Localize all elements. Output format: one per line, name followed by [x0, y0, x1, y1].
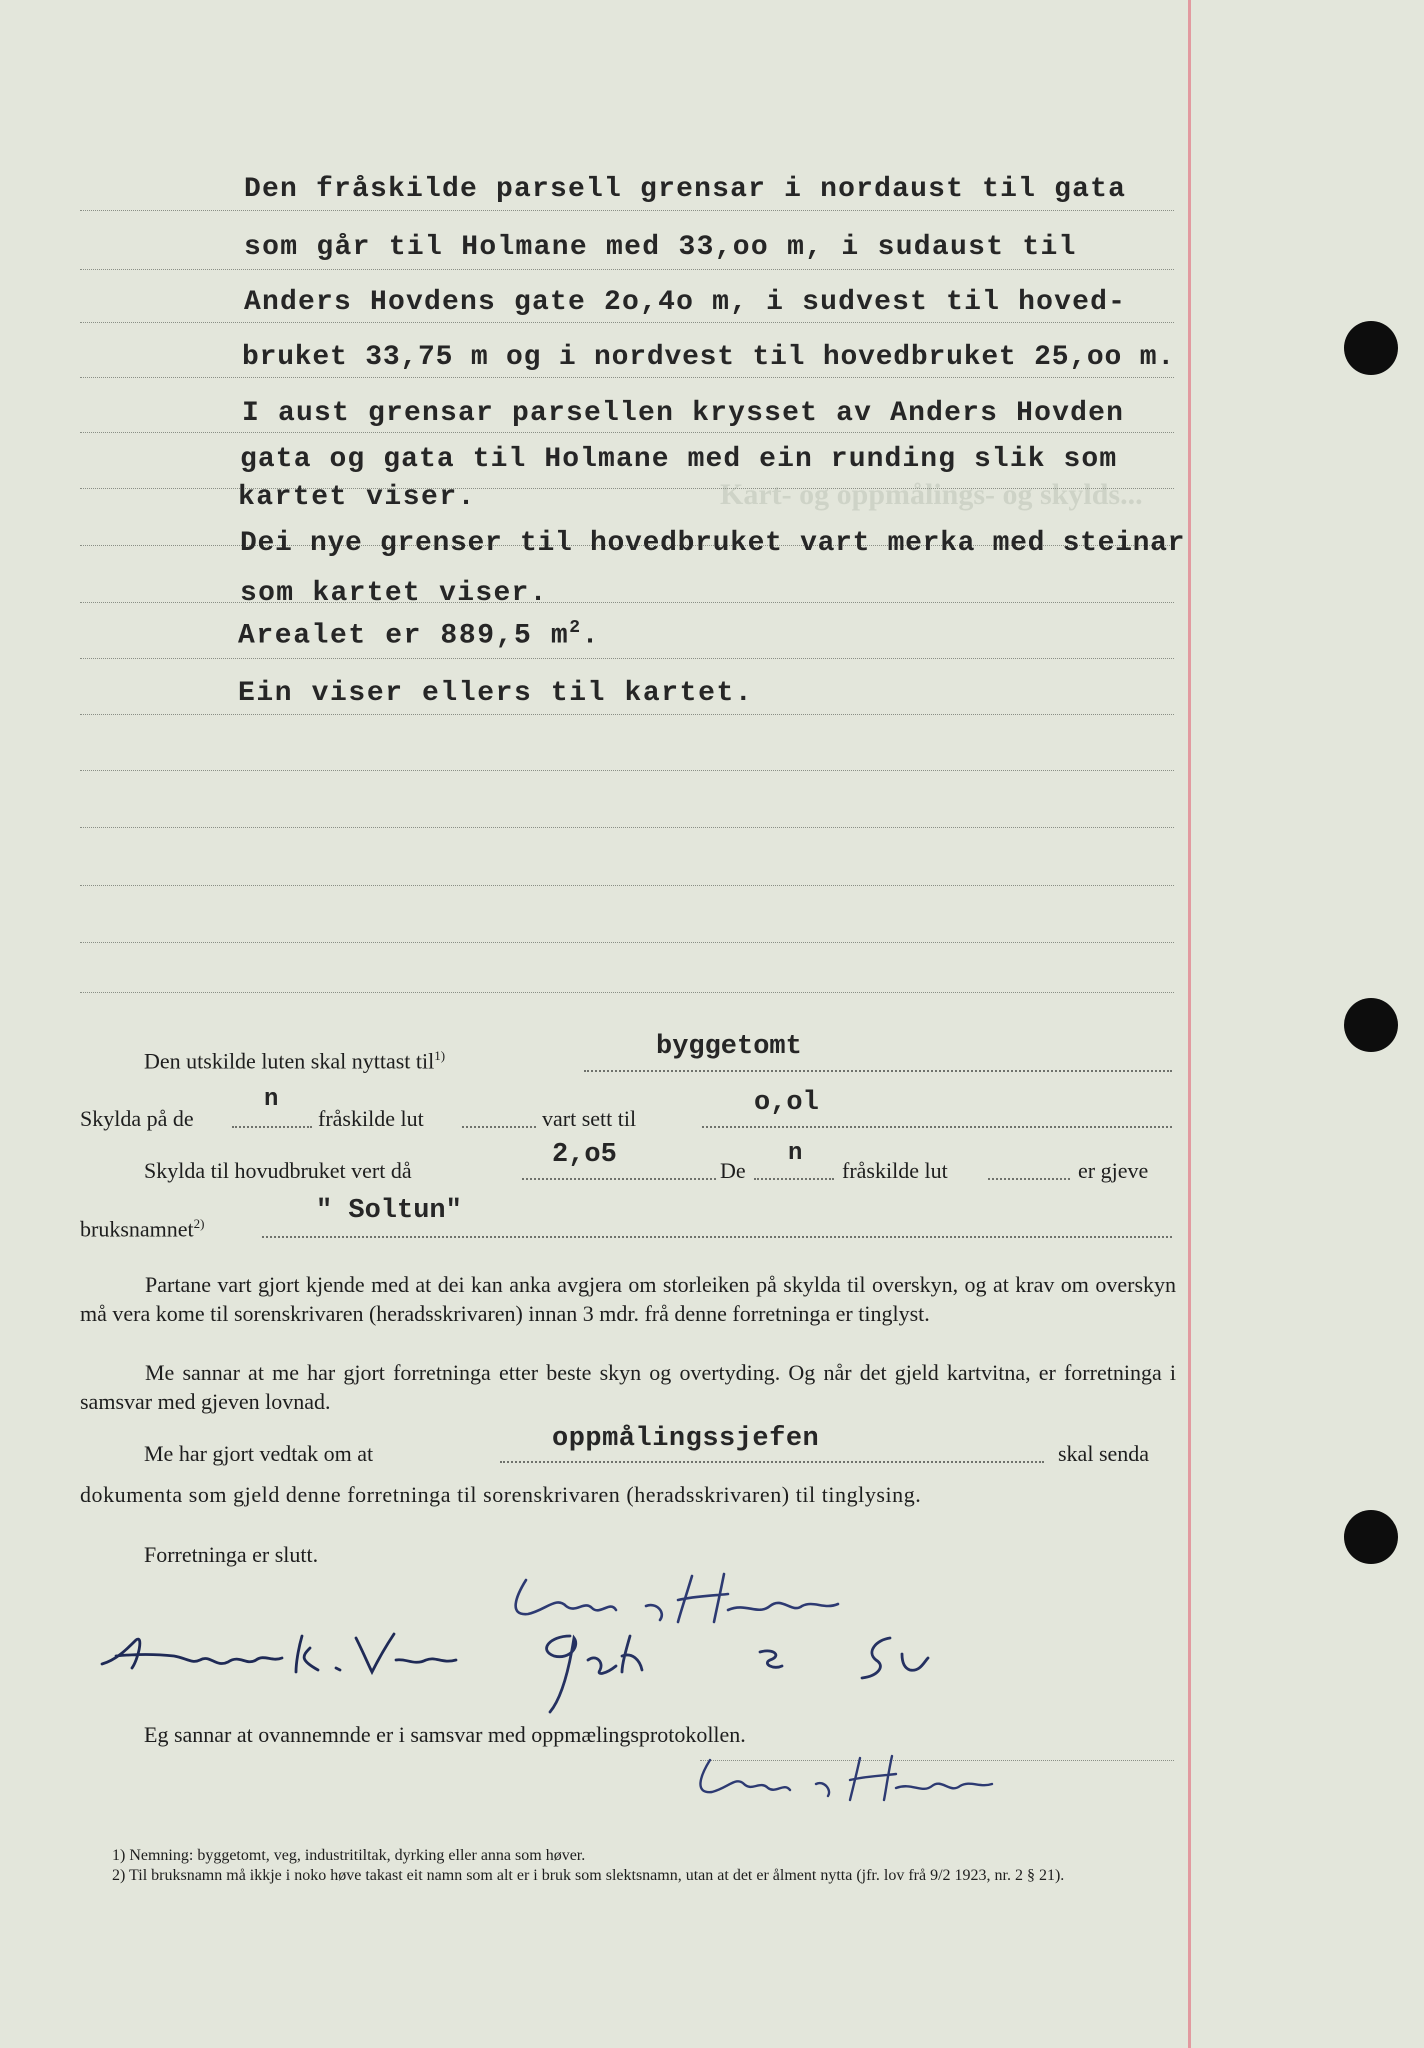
- skyld-n: n: [264, 1086, 279, 1113]
- decision-label-2: skal senda: [1058, 1441, 1150, 1466]
- ruled-line: [80, 942, 1174, 943]
- ruled-line: [80, 714, 1174, 715]
- signature-scribble: [96, 1620, 476, 1690]
- signature-scribble: [682, 1750, 1002, 1810]
- hovud-label-4: er gjeve: [1078, 1158, 1149, 1183]
- decision-line-2: dokumenta som gjeld denne forretninga til sorenskrivaren (heradsskrivaren) til tinglysing.: [80, 1482, 922, 1507]
- skyld-label-2: fråskilde lut: [318, 1106, 424, 1131]
- area-line: [238, 618, 600, 651]
- use-label: [144, 1048, 445, 1074]
- footnote-ref-2: 2): [193, 1216, 205, 1231]
- bruksnamn-value: " Soltun": [316, 1196, 462, 1226]
- skyld-dotted-line-2: [462, 1126, 536, 1128]
- hovud-dotted-line-1: [522, 1178, 716, 1180]
- signature-sigurd-hovden-certify: [682, 1750, 1002, 1815]
- ruled-line: [80, 827, 1174, 828]
- use-value: byggetomt: [656, 1032, 802, 1062]
- ruled-line: [80, 377, 1174, 378]
- typed-line: kartet viser.: [238, 482, 476, 513]
- footnote-2: 2) Til bruksnamn må ikkje i noko høve takast eit namn som alt er i bruk som slektsnamn, utan at det er ålment nytta (jfr. lov frå 9/2 1923, nr. 2 § 21).: [112, 1867, 1065, 1884]
- hovud-dotted-line-2: [754, 1178, 834, 1180]
- hovud-label-1: Skylda til hovudbruket vert då: [144, 1158, 412, 1183]
- area-label: Arealet er 889,5 m: [238, 620, 570, 652]
- typed-line: I aust grensar parsellen krysset av Anders Hovden: [242, 398, 1125, 429]
- ruled-line: [80, 269, 1174, 270]
- use-label-text: Den utskilde luten skal nyttast til: [144, 1048, 435, 1074]
- skyld-value: o,ol: [754, 1088, 819, 1118]
- area-superscript: 2: [569, 618, 582, 638]
- use-dotted-line: [584, 1070, 1172, 1072]
- ruled-line: [80, 992, 1174, 993]
- typed-line: Dei nye grenser til hovedbruket vart merka med steinar: [240, 528, 1186, 559]
- decision-label-1: Me har gjort vedtak om at: [144, 1441, 374, 1466]
- punch-hole-top: [1344, 321, 1398, 375]
- appeal-paragraph: Partane vart gjort kjende med at dei kan anka avgjera om storleiken på skylda til overskyn, og at krav om overskyn må vera kome til sorenskrivaren (heradsskrivaren) innan 3 mdr. frå denne forretninga er tinglyst.: [80, 1272, 1176, 1326]
- ruled-line: [80, 885, 1174, 886]
- skyld-label-3: vart sett til: [542, 1106, 637, 1131]
- signature-johs-sie: [530, 1616, 950, 1721]
- certify-text: Eg sannar at ovannemnde er i samsvar med oppmælingsprotokollen.: [144, 1722, 746, 1747]
- bruksnamn-label: [80, 1216, 205, 1242]
- decision-value: oppmålingssjefen: [552, 1424, 820, 1454]
- ruled-line: [80, 770, 1174, 771]
- footnote-ref-1: 1): [434, 1048, 446, 1063]
- typed-line: som kartet viser.: [240, 578, 548, 609]
- closing-text: Forretninga er slutt.: [144, 1542, 319, 1567]
- signature-scribble: [530, 1616, 950, 1716]
- hovud-label-2: De: [720, 1158, 746, 1183]
- typed-line: som går til Holmane med 33,oo m, i sudaust til: [244, 232, 1077, 263]
- skyld-dotted-line-1: [232, 1126, 312, 1128]
- bleed-through-text: Kart- og oppmålings- og skylds...: [720, 478, 1143, 511]
- ruled-line: [80, 658, 1174, 659]
- punch-hole-middle: [1344, 998, 1398, 1052]
- area-end: .: [581, 620, 601, 652]
- typed-line: bruket 33,75 m og i nordvest til hovedbruket 25,oo m.: [242, 342, 1175, 373]
- typed-line: Anders Hovdens gate 2o,4o m, i sudvest til hoved-: [244, 287, 1127, 318]
- punch-hole-bottom: [1344, 1510, 1398, 1564]
- decision-dotted-line: [500, 1461, 1044, 1463]
- bruksnamn-dotted-line: [262, 1236, 1172, 1238]
- typed-line: Ein viser ellers til kartet.: [238, 678, 754, 709]
- ruled-line: [80, 432, 1174, 433]
- footnote-1: 1) Nemning: byggetomt, veg, industritiltak, dyrking eller anna som høver.: [112, 1847, 586, 1864]
- hovud-value: 2,o5: [552, 1140, 617, 1170]
- declaration-paragraph: Me sannar at me har gjort forretninga etter beste skyn og overtyding. Og når det gjeld kartvitna, er forretninga i samsvar med gjeven lovnad.: [80, 1360, 1176, 1414]
- typed-line: gata og gata til Holmane med ein runding slik som: [240, 444, 1118, 475]
- hovud-n: n: [788, 1140, 803, 1167]
- red-margin-line: [1188, 0, 1191, 2048]
- skyld-label-1: Skylda på de: [80, 1106, 194, 1131]
- typed-line: Den fråskilde parsell grensar i nordaust til gata: [244, 174, 1127, 205]
- ruled-line: [80, 210, 1174, 211]
- signature-anders-vike: [96, 1620, 476, 1695]
- hovud-label-3: fråskilde lut: [842, 1158, 948, 1183]
- bruksnamn-label-text: bruksnamnet: [80, 1216, 194, 1242]
- ruled-line: [80, 322, 1174, 323]
- skyld-dotted-line-3: [702, 1126, 1172, 1128]
- hovud-dotted-line-3: [988, 1178, 1070, 1180]
